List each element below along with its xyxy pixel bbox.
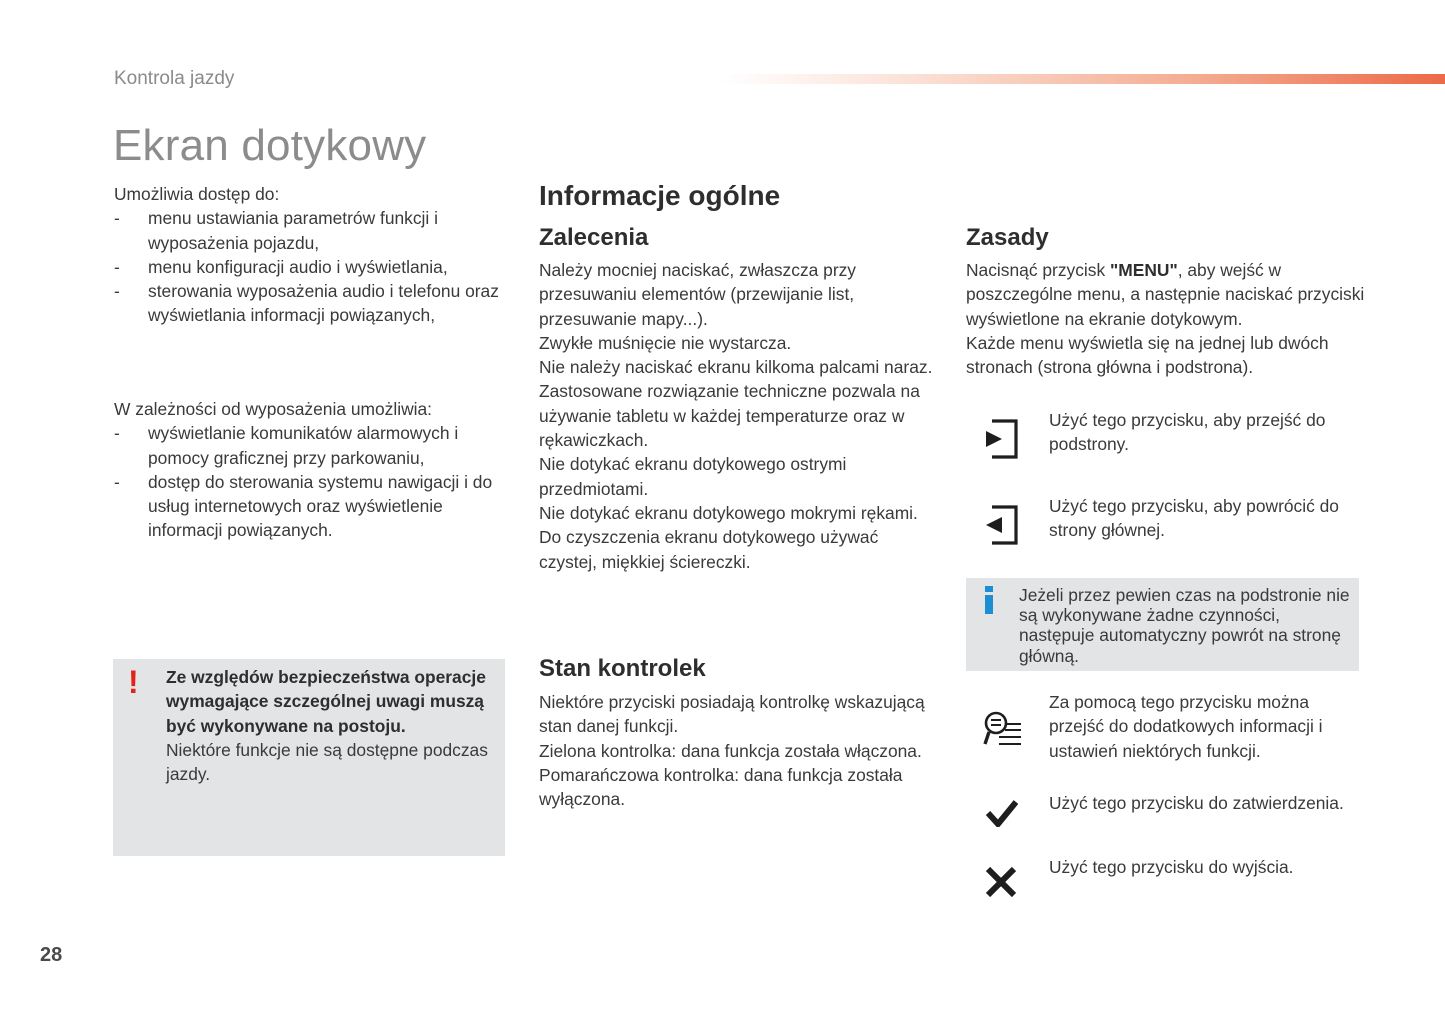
warning-text <box>166 665 496 786</box>
paragraph: Nie należy naciskać ekranu kilkoma palcami naraz. <box>539 357 933 378</box>
recommendations-text <box>539 258 939 574</box>
paragraph: Zastosowane rozwiązanie techniczne pozwala na używanie tabletu w każdej temperaturze oraz w rękawiczkach. <box>539 381 920 451</box>
paragraph: Zielona kontrolka: dana funkcja została włączona. <box>539 740 922 761</box>
page-title: Ekran dotykowy <box>113 121 427 170</box>
list-item: - menu ustawiania parametrów funkcji i wyposażenia pojazdu, <box>114 206 506 255</box>
equipment-intro: W zależności od wyposażenia umożliwia: <box>114 399 432 419</box>
enter-subpage-text: Użyć tego przycisku, aby przejść do podstrony. <box>1049 410 1326 455</box>
recommendations-title: Zalecenia <box>539 224 649 251</box>
paragraph: Zwykłe muśnięcie nie wystarcza. <box>539 332 792 353</box>
paragraph: Do czyszczenia ekranu dotykowego używać czystej, miękkiej ściereczki. <box>539 527 879 572</box>
return-main-icon <box>982 505 1020 545</box>
list-item: - menu konfiguracji audio i wyświetlania, <box>114 255 506 279</box>
section-title: Kontrola jazdy <box>114 68 235 89</box>
paragraph: Nie dotykać ekranu dotykowego ostrymi przedmiotami. <box>539 454 847 499</box>
page-number: 28 <box>40 944 63 966</box>
info-note-text: Jeżeli przez pewien czas na podstronie nie są wykonywane żadne czynności, następuje automatyczny powrót na stronę główną. <box>1019 585 1350 666</box>
indicator-state-text <box>539 690 939 811</box>
list-item: - sterowania wyposażenia audio i telefonu oraz wyświetlania informacji powiązanych, <box>114 279 506 328</box>
list-item: - dostęp do sterowania systemu nawigacji i do usług internetowych oraz wyświetlenie informacji powiązanych. <box>114 470 506 543</box>
intro-list <box>114 206 506 327</box>
menu-keyword: "MENU" <box>1110 260 1178 280</box>
paragraph: Pomarańczowa kontrolka: dana funkcja została wyłączona. <box>539 764 903 810</box>
general-info-title: Informacje ogólne <box>539 180 781 211</box>
indicator-state-title: Stan kontrolek <box>539 655 706 682</box>
list-item: - wyświetlanie komunikatów alarmowych i pomocy graficznej przy parkowaniu, <box>114 421 506 470</box>
rules-intro-2: Każde menu wyświetla się na jednej lub dwóch stronach (strona główna i podstrona). <box>966 332 1329 378</box>
rules-intro-after: , aby wejść w poszczególne menu, a następnie naciskać przyciski wyświetlone na ekranie dotykowym. <box>966 260 1365 329</box>
rules-title: Zasady <box>966 224 1049 251</box>
intro-block <box>114 182 506 328</box>
confirm-text: Użyć tego przycisku do zatwierdzenia. <box>1049 793 1344 813</box>
more-info-icon <box>983 710 1023 750</box>
checkmark-icon <box>986 799 1018 827</box>
warning-normal-text: Niektóre funkcje nie są dostępne podczas jazdy. <box>166 739 488 785</box>
paragraph: Należy mocniej naciskać, zwłaszcza przy przesuwaniu elementów (przewijanie list, przesuwanie mapy...). <box>539 260 856 329</box>
rules-intro <box>966 258 1366 379</box>
more-info-text: Za pomocą tego przycisku można przejść do dodatkowych informacji i ustawień niektórych funkcji. <box>1049 692 1323 761</box>
exit-text: Użyć tego przycisku do wyjścia. <box>1049 857 1294 877</box>
warning-bold-text: Ze względów bezpieczeństwa operacje wymagające szczególnej uwagi muszą być wykonywane na postoju. <box>166 667 486 736</box>
enter-subpage-icon <box>984 419 1020 459</box>
rules-intro-before: Nacisnąć przycisk <box>966 260 1110 280</box>
paragraph: Niektóre przyciski posiadają kontrolkę wskazującą stan danej funkcji. <box>539 692 925 737</box>
equipment-block <box>114 397 506 543</box>
paragraph: Nie dotykać ekranu dotykowego mokrymi rękami. <box>539 502 918 523</box>
return-main-text: Użyć tego przycisku, aby powrócić do strony głównej. <box>1049 496 1339 541</box>
header-accent-line <box>720 74 1445 84</box>
exclamation-icon: ! <box>128 664 139 700</box>
intro-text: Umożliwia dostęp do: <box>114 184 280 204</box>
equipment-list <box>114 421 506 542</box>
close-icon <box>984 865 1018 899</box>
info-icon <box>983 586 997 614</box>
